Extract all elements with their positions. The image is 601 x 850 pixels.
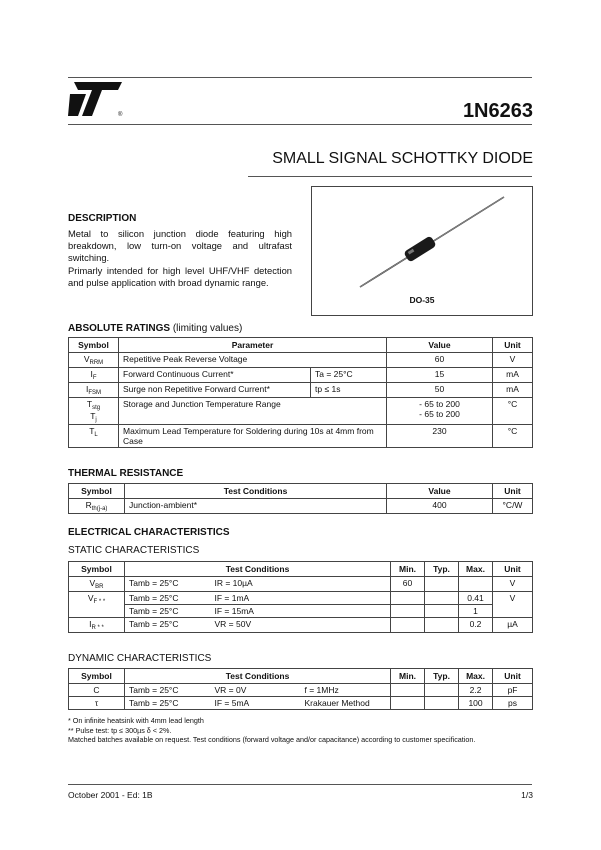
col-symbol: Symbol (69, 562, 125, 577)
table-row (69, 368, 533, 383)
table-row (69, 618, 533, 633)
condition-cell: tp ≤ 1s (311, 383, 387, 398)
electrical-heading: ELECTRICAL CHARACTERISTICS (68, 527, 230, 538)
max-cell (459, 577, 493, 592)
description-p2: Primarly intended for high level UHF/VHF detection and pulse application with broad dynamic range. (68, 265, 292, 289)
symbol-cell: $V_{BR}$ (69, 577, 125, 592)
condition-cell: Tamb = 25°C (125, 697, 211, 710)
col-unit: Unit (493, 338, 533, 353)
condition-cell: Tamb = 25°C (125, 605, 211, 618)
col-conditions: Test Conditions (125, 669, 391, 684)
dynamic-heading: DYNAMIC CHARACTERISTICS (68, 653, 212, 664)
condition-cell: VR = 50V (211, 618, 391, 633)
col-value: Value (387, 484, 493, 499)
unit-cell: V (493, 577, 533, 592)
col-conditions: Test Conditions (125, 484, 387, 499)
condition-cell: Ta = 25°C (311, 368, 387, 383)
condition-cell: Tamb = 25°C (125, 684, 211, 697)
value-cell: 15 (387, 368, 493, 383)
symbol-cell: $V_{RRM}$ (69, 353, 119, 368)
unit-cell: µA (493, 618, 533, 633)
absolute-ratings-title: ABSOLUTE RATINGS (68, 323, 171, 334)
min-cell (391, 605, 425, 618)
symbol-cell: $R_{th(j-a)}$ (69, 499, 125, 514)
col-max: Max. (459, 669, 493, 684)
condition-cell: Tamb = 25°C (125, 592, 211, 605)
col-symbol: Symbol (69, 669, 125, 684)
table-row (69, 592, 533, 605)
table-row (69, 398, 533, 425)
unit-cell: V (493, 353, 533, 368)
parameter-cell: Maximum Lead Temperature for Soldering during 10s at 4mm from Case (119, 425, 387, 448)
subtitle: SMALL SIGNAL SCHOTTKY DIODE (272, 150, 533, 167)
max-cell: 100 (459, 697, 493, 710)
table-row (69, 577, 533, 592)
table-row (69, 684, 533, 697)
symbol-cell: τ (69, 697, 125, 710)
typ-cell (425, 618, 459, 633)
typ-cell (425, 605, 459, 618)
package-label: DO-35 (409, 295, 435, 305)
table-row (69, 353, 533, 368)
typ-cell (425, 684, 459, 697)
col-min: Min. (391, 669, 425, 684)
parameter-cell: Forward Continuous Current* (119, 368, 311, 383)
max-cell: 0.2 (459, 618, 493, 633)
footer-page-number: 1/3 (521, 790, 533, 800)
symbol-cell: $I_{R * *}$ (69, 618, 125, 633)
typ-cell (425, 697, 459, 710)
unit-cell: V (493, 592, 533, 618)
col-conditions: Test Conditions (125, 562, 391, 577)
thermal-heading: THERMAL RESISTANCE (68, 468, 184, 479)
footer-edition: October 2001 - Ed: 1B (68, 790, 153, 800)
parameter-cell: Repetitive Peak Reverse Voltage (119, 353, 387, 368)
footnote-3: Matched batches available on request. Test conditions (forward voltage and/or capacitance) according to customer specification. (68, 735, 476, 744)
col-symbol: Symbol (69, 484, 125, 499)
footnote-1: * On infinite heatsink with 4mm lead length (68, 716, 204, 725)
max-cell: 2.2 (459, 684, 493, 697)
min-cell: 60 (391, 577, 425, 592)
unit-cell: °C/W (493, 499, 533, 514)
footnotes (68, 716, 475, 745)
parameter-cell: Surge non Repetitive Forward Current* (119, 383, 311, 398)
condition-cell: IR = 10µA (211, 577, 391, 592)
value-cell: - 65 to 200 - 65 to 200 (387, 398, 493, 425)
col-unit: Unit (493, 484, 533, 499)
symbol-cell: $I_F$ (69, 368, 119, 383)
symbol-cell: $T_{stg}$ $T_j$ (69, 398, 119, 425)
value-cell: 230 (387, 425, 493, 448)
table-row (69, 499, 533, 514)
absolute-ratings-suffix: (limiting values) (172, 323, 243, 334)
condition-cell: Tamb = 25°C (125, 577, 211, 592)
col-unit: Unit (493, 562, 533, 577)
parameter-cell: Storage and Junction Temperature Range (119, 398, 387, 425)
unit-cell: °C (493, 398, 533, 425)
thermal-table (68, 483, 533, 514)
table-row (69, 383, 533, 398)
unit-cell: mA (493, 368, 533, 383)
unit-cell: mA (493, 383, 533, 398)
condition-cell: IF = 15mA (211, 605, 391, 618)
col-parameter: Parameter (119, 338, 387, 353)
symbol-cell: $I_{FSM}$ (69, 383, 119, 398)
table-row (69, 425, 533, 448)
description-heading: DESCRIPTION (68, 213, 137, 224)
value-cell: 60 (387, 353, 493, 368)
unit-cell: ps (493, 697, 533, 710)
typ-cell (425, 592, 459, 605)
min-cell (391, 592, 425, 605)
absolute-ratings-table (68, 337, 533, 448)
static-table (68, 561, 533, 633)
condition-cell: VR = 0V (211, 684, 301, 697)
col-unit: Unit (493, 669, 533, 684)
header-top-rule (68, 77, 532, 78)
symbol-cell: C (69, 684, 125, 697)
header-mid-rule (68, 124, 532, 125)
description-p1: Metal to silicon junction diode featuring high breakdown, low turn-on voltage and ultrafast switching. (68, 228, 292, 263)
condition-cell: Junction-ambient* (125, 499, 387, 514)
part-number: 1N6263 (462, 100, 533, 122)
condition-cell: Tamb = 25°C (125, 618, 211, 633)
table-row (69, 605, 533, 618)
package-box (311, 186, 533, 316)
typ-cell (425, 577, 459, 592)
condition-cell: Krakauer Method (301, 697, 391, 710)
col-max: Max. (459, 562, 493, 577)
max-cell: 0.41 (459, 592, 493, 605)
table-row (69, 697, 533, 710)
svg-text:®: ® (118, 112, 123, 118)
footnote-2: ** Pulse test: tp ≤ 300µs δ < 2%. (68, 725, 172, 735)
subtitle-rule (248, 176, 532, 177)
min-cell (391, 684, 425, 697)
col-min: Min. (391, 562, 425, 577)
min-cell (391, 618, 425, 633)
min-cell (391, 697, 425, 710)
condition-cell: IF = 1mA (211, 592, 391, 605)
st-logo (68, 80, 124, 118)
dynamic-table (68, 668, 533, 710)
value-cell: 50 (387, 383, 493, 398)
col-typ: Typ. (425, 562, 459, 577)
max-cell: 1 (459, 605, 493, 618)
static-heading: STATIC CHARACTERISTICS (68, 545, 200, 556)
col-symbol: Symbol (69, 338, 119, 353)
absolute-ratings-heading (68, 323, 242, 334)
value-cell: 400 (387, 499, 493, 514)
col-value: Value (387, 338, 493, 353)
unit-cell: °C (493, 425, 533, 448)
symbol-cell: $V_{F * *}$ (69, 592, 125, 618)
description-body (68, 228, 292, 291)
footer-rule (68, 784, 532, 785)
col-typ: Typ. (425, 669, 459, 684)
unit-cell: pF (493, 684, 533, 697)
condition-cell: f = 1MHz (301, 684, 391, 697)
symbol-cell: $T_L$ (69, 425, 119, 448)
condition-cell: IF = 5mA (211, 697, 301, 710)
